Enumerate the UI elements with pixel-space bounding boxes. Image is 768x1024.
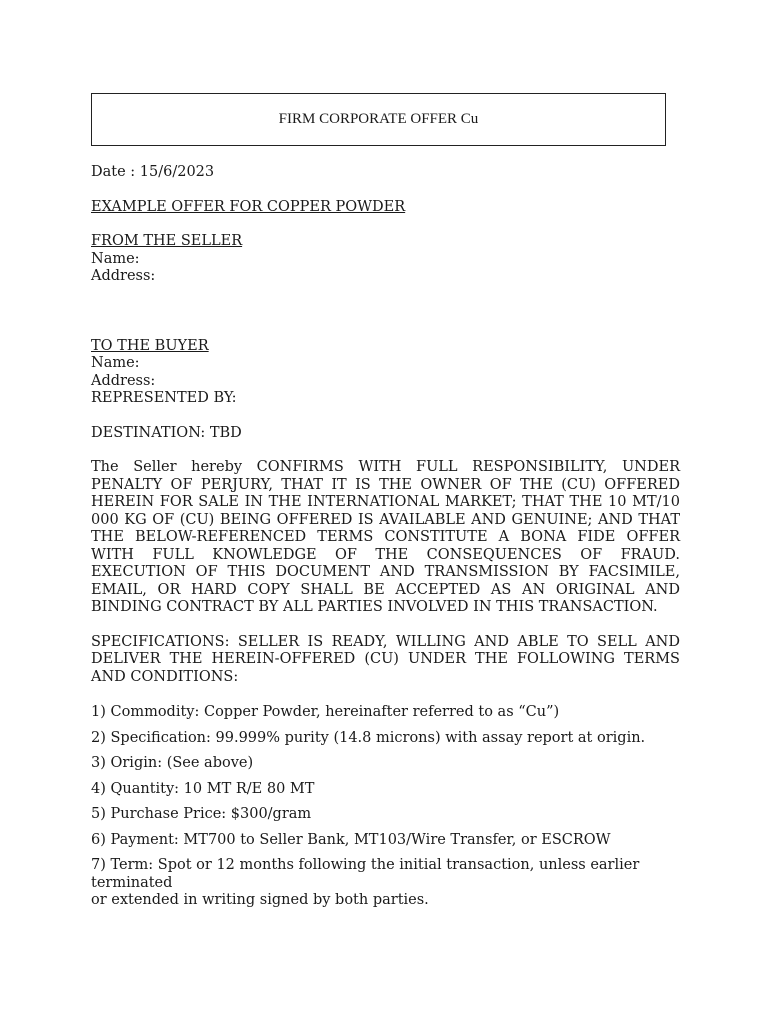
destination-line: DESTINATION: TBD (91, 424, 242, 441)
term-item: 2) Specification: 99.999% purity (14.8 microns) with assay report at origin. (91, 729, 646, 746)
subject-line: EXAMPLE OFFER FOR COPPER POWDER (91, 198, 406, 215)
buyer-address-label: Address: (91, 372, 156, 389)
buyer-section (91, 338, 680, 408)
term-item: 3) Origin: (See above) (91, 755, 254, 771)
term-7-line-1: 7) Term: Spot or 12 months following the initial transaction, unless earlier terminated (91, 857, 640, 891)
term-item: 5) Purchase Price: $300/gram (91, 806, 312, 822)
terms-list (91, 704, 680, 910)
term-item: 4) Quantity: 10 MT R/E 80 MT (91, 780, 315, 797)
confirmation-paragraph: The Seller hereby CONFIRMS WITH FULL RESPONSIBILITY, UNDER PENALTY OF PERJURY, THAT IT IS THE OWNER OF THE (CU) OFFERED HEREIN FOR SALE IN THE INTERNATIONAL MARKET; THAT THE 10 MT/10 000 KG OF (CU) BEING OFFERED IS AVAILABLE AND GENUINE; AND THAT THE BELOW-REFERENCED TERMS CONSTITUTE A BONA FIDE OFFER WITH FULL KNOWLEDGE OF THE CONSEQUENCES OF FRAUD. EXECUTION OF THIS DOCUMENT AND TRANSMISSION BY FACSIMILE, EMAIL, OR HARD COPY SHALL BE ACCEPTED AS AN ORIGINAL AND BINDING CONTRACT BY ALL PARTIES INVOLVED IN THIS TRANSACTION. (91, 459, 680, 615)
document-title: FIRM CORPORATE OFFER Cu (278, 111, 479, 127)
seller-name-label: Name: (91, 250, 140, 267)
seller-section (91, 233, 680, 286)
term-7-line-2: or extended in writing signed by both parties. (91, 892, 429, 908)
buyer-heading: TO THE BUYER (91, 337, 209, 354)
specifications-paragraph: SPECIFICATIONS: SELLER IS READY, WILLING AND ABLE TO SELL AND DELIVER THE HEREIN-OFFERED (CU) UNDER THE FOLLOWING TERMS AND CONDITIONS: (91, 633, 680, 685)
date-line: Date : 15/6/2023 (91, 164, 215, 180)
title-box (91, 93, 666, 146)
represented-by-label: REPRESENTED BY: (91, 390, 237, 406)
term-item: 6) Payment: MT700 to Seller Bank, MT103/Wire Transfer, or ESCROW (91, 831, 611, 848)
term-item-7 (91, 857, 680, 910)
buyer-name-label: Name: (91, 355, 140, 371)
seller-heading: FROM THE SELLER (91, 233, 243, 249)
term-item: 1) Commodity: Copper Powder, hereinafter referred to as “Cu”) (91, 704, 560, 720)
seller-address-label: Address: (91, 268, 156, 284)
document-body (91, 164, 680, 918)
